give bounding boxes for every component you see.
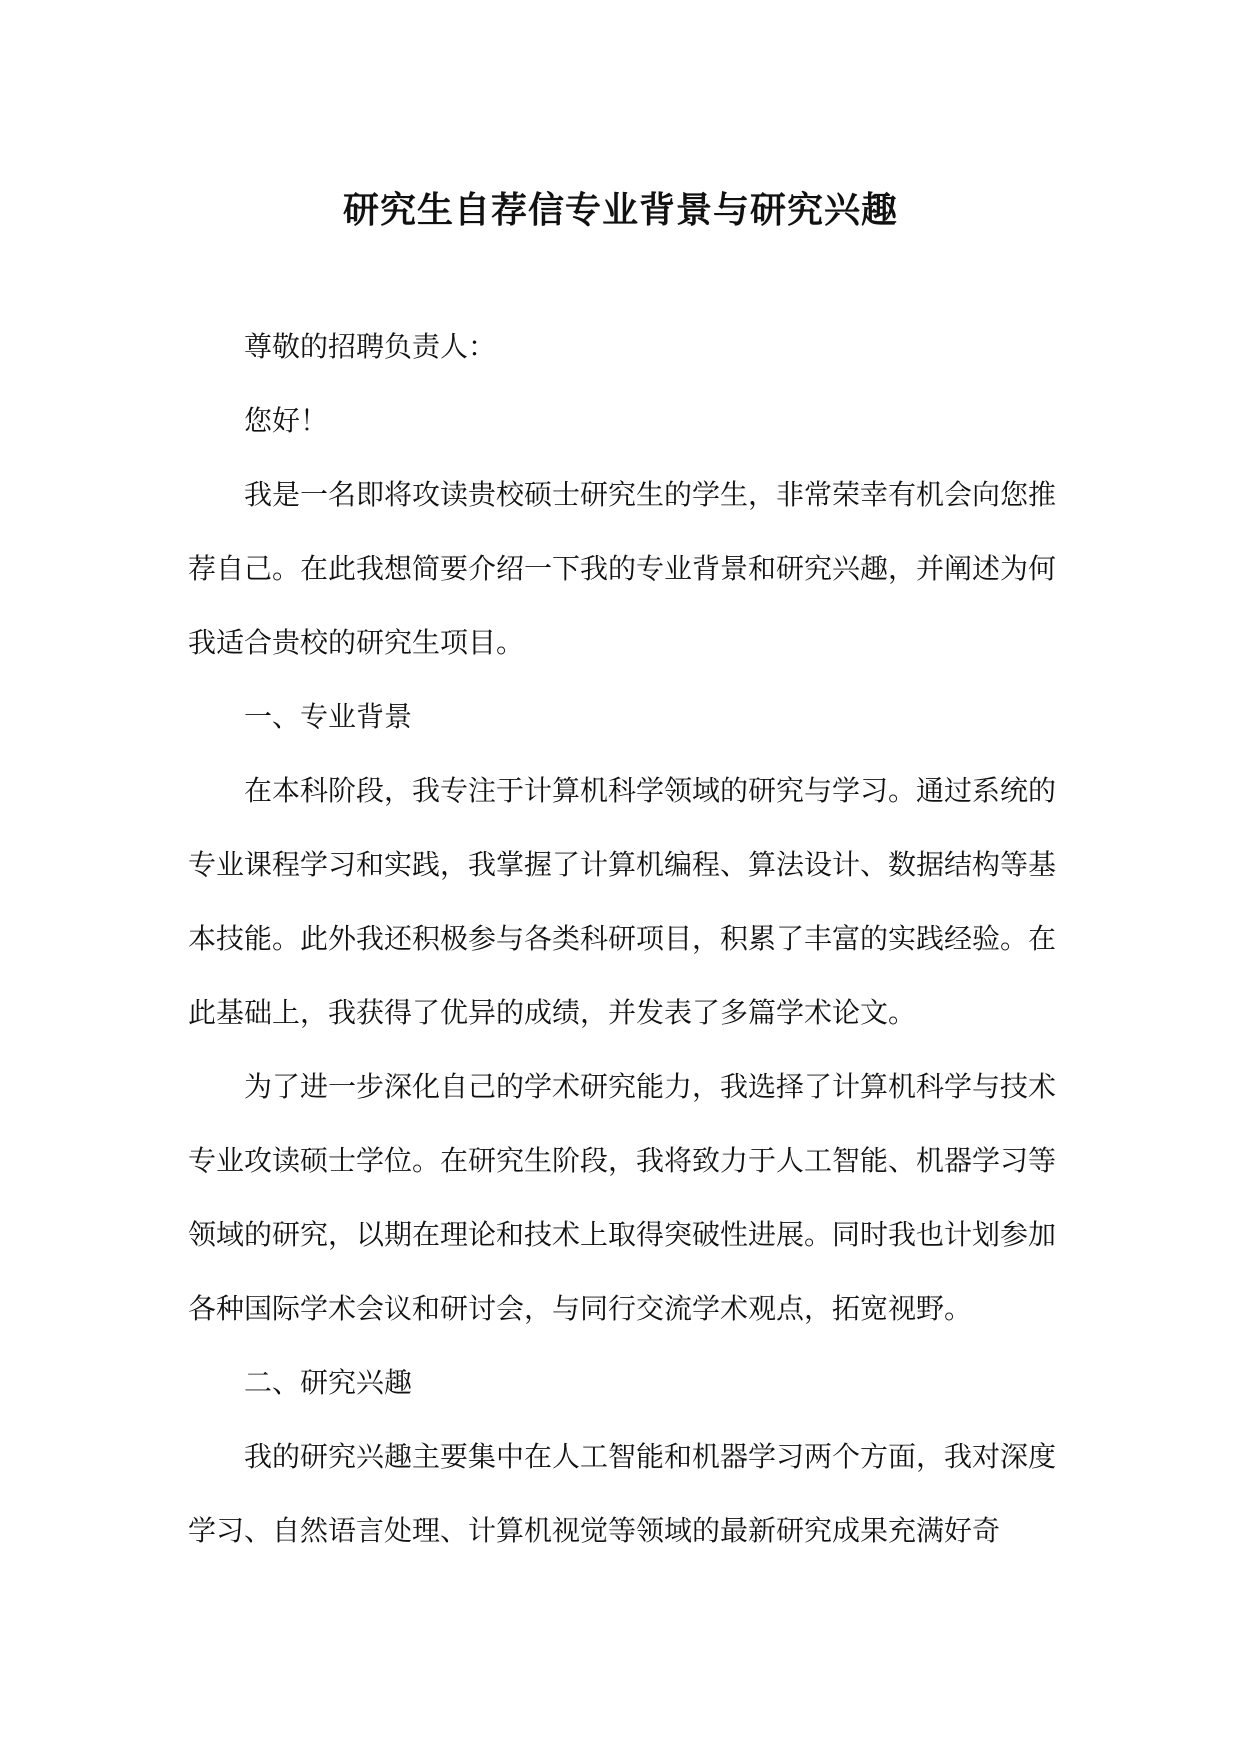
section-heading-interests: 二、研究兴趣 bbox=[244, 1366, 413, 1399]
intro-paragraph: 我是一名即将攻读贵校硕士研究生的学生，非常荣幸有机会向您推荐自己。在此我想简要介绍一下我的专业背景和研究兴趣，并阐述为何我适合贵校的研究生项目。 bbox=[188, 478, 1057, 659]
document-title: 研究生自荐信专业背景与研究兴趣 bbox=[342, 189, 898, 231]
interests-paragraph-1: 我的研究兴趣主要集中在人工智能和机器学习两个方面，我对深度学习、自然语言处理、计算机视觉等领域的最新研究成果充满好奇 bbox=[188, 1440, 1057, 1547]
salutation: 尊敬的招聘负责人： bbox=[244, 330, 497, 363]
document-body bbox=[188, 310, 1056, 1568]
section-heading-background: 一、专业背景 bbox=[244, 700, 413, 733]
greeting: 您好！ bbox=[244, 404, 329, 437]
background-paragraph-1: 在本科阶段，我专注于计算机科学领域的研究与学习。通过系统的专业课程学习和实践，我掌握了计算机编程、算法设计、数据结构等基本技能。此外我还积极参与各类科研项目，积累了丰富的实践经验。在此基础上，我获得了优异的成绩，并发表了多篇学术论文。 bbox=[188, 774, 1057, 1029]
background-paragraph-2: 为了进一步深化自己的学术研究能力，我选择了计算机科学与技术专业攻读硕士学位。在研究生阶段，我将致力于人工智能、机器学习等领域的研究，以期在理论和技术上取得突破性进展。同时我也计划参加各种国际学术会议和研讨会，与同行交流学术观点，拓宽视野。 bbox=[188, 1070, 1057, 1325]
